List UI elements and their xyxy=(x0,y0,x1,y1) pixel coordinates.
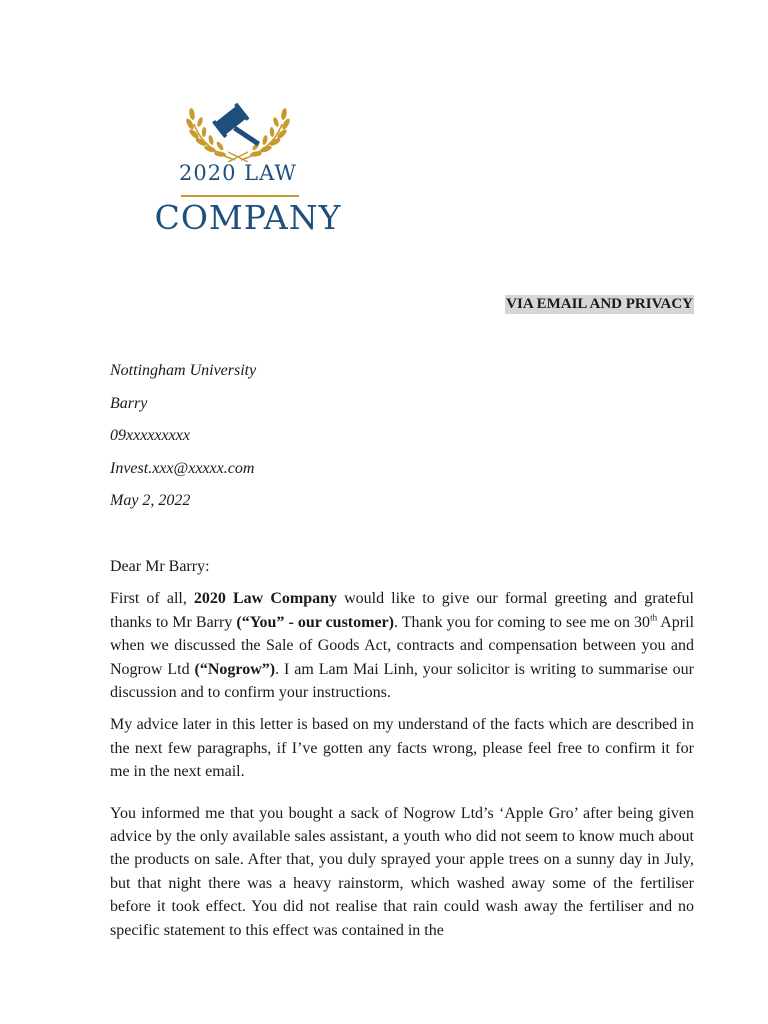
text-run: . I am Lam Mai Linh, your solicitor is writing to summarise our discussion and to confirm your instructions. xyxy=(110,660,695,702)
logo-divider xyxy=(181,195,299,197)
recipient-name: Barry xyxy=(110,394,148,412)
paragraph-advice-basis: My advice later in this letter is based on my understand of the facts which are described in the next few paragraphs, if I’ve gotten any facts wrong, please feel free to confirm it for me in the next email. xyxy=(110,716,694,781)
gavel-laurel-icon xyxy=(138,100,358,162)
text-run: . Thank you for coming to see me on 30 xyxy=(394,613,651,631)
text-run: would like to give our formal greeting and grateful thanks to Mr Barry xyxy=(110,590,694,631)
laurel-right-icon xyxy=(241,108,291,160)
text-run: First of all, xyxy=(110,590,194,608)
paragraph-intro xyxy=(110,587,694,704)
paragraph-facts: You informed me that you bought a sack of Nogrow Ltd’s ‘Apple Gro’ after being given advice by the only available sales assistant, a youth who did not seem to know much about the products on sale. After that, you duly sprayed your apple trees on a sunny day in July, but that night there was a heavy rainstorm, which washed away some of the fertiliser before it took effect. You did not realise that rain could wash away the fertiliser and no specific statement to this effect was contained in the xyxy=(110,804,694,939)
defined-term-you: (“You” - our customer) xyxy=(236,613,394,631)
letter-body xyxy=(110,555,694,942)
salutation: Dear Mr Barry: xyxy=(110,558,210,575)
gavel-icon xyxy=(212,103,260,146)
text-run: April when we discussed the Sale of Goods Act, contracts and compensation between you and Nogrow Ltd xyxy=(110,613,695,678)
logo-text-bottom: COMPANY xyxy=(154,198,342,237)
recipient-email: Invest.xxx@xxxxx.com xyxy=(110,459,255,477)
delivery-method-label: VIA EMAIL AND PRIVACY xyxy=(506,296,693,312)
logo-text-top: 2020 LAW xyxy=(179,161,297,185)
recipient-phone: 09xxxxxxxxx xyxy=(110,427,190,445)
recipient-organization: Nottingham University xyxy=(110,362,257,379)
company-name: 2020 Law Company xyxy=(193,590,337,608)
defined-term-nogrow: (“Nogrow”) xyxy=(194,660,276,678)
recipient-block xyxy=(110,360,256,523)
letter-date: May 2, 2022 xyxy=(110,492,191,510)
company-logo xyxy=(138,100,358,240)
ordinal-suffix: th xyxy=(650,612,658,623)
